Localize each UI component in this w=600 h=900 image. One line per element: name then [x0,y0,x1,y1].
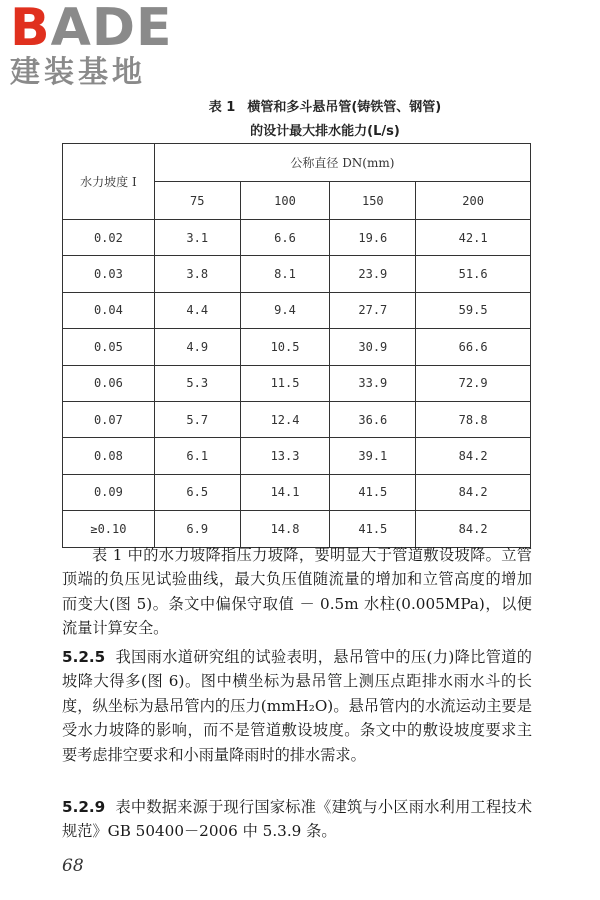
gradient-cell: 0.06 [63,365,155,401]
gradient-cell: 0.04 [63,292,155,328]
capacity-cell: 6.6 [240,220,330,256]
table-row [63,292,531,328]
capacity-cell: 6.9 [154,511,240,547]
table-row [63,256,531,292]
capacity-cell: 5.7 [154,401,240,437]
section-number: 5.2.9 [62,798,106,816]
table-row [63,438,531,474]
table-caption-line2: 的设计最大排水能力(L/s) [250,124,400,139]
table-title-line1: 横管和多斗悬吊管(铸铁管、钢管) [247,100,442,115]
logo-wordmark [10,0,190,58]
capacity-cell: 11.5 [240,365,330,401]
gradient-cell: 0.07 [63,401,155,437]
capacity-cell: 41.5 [330,474,416,510]
capacity-cell: 78.8 [416,401,531,437]
capacity-cell: 36.6 [330,401,416,437]
drainage-capacity-table [62,143,531,548]
capacity-cell: 72.9 [416,365,531,401]
logo-accent-letter: B [10,0,51,58]
logo-subtitle: 建装基地 [10,55,146,90]
gradient-cell: ≥0.10 [63,511,155,547]
logo-rest-letters: ADE [50,0,173,58]
capacity-cell: 6.5 [154,474,240,510]
column-header: 100 [240,182,330,220]
capacity-cell: 84.2 [416,474,531,510]
capacity-cell: 84.2 [416,511,531,547]
page-number: 68 [62,856,84,876]
table-row [63,474,531,510]
table-row [63,401,531,437]
column-header: 75 [154,182,240,220]
capacity-cell: 4.9 [154,329,240,365]
gradient-cell: 0.03 [63,256,155,292]
capacity-cell: 27.7 [330,292,416,328]
table-row [63,220,531,256]
capacity-cell: 9.4 [240,292,330,328]
table-number: 表 1 [208,100,236,115]
capacity-cell: 33.9 [330,365,416,401]
capacity-cell: 59.5 [416,292,531,328]
row-header-hydraulic-gradient: 水力坡度 I [63,144,155,220]
gradient-cell: 0.02 [63,220,155,256]
capacity-cell: 23.9 [330,256,416,292]
column-group-nominal-diameter: 公称直径 DN(mm) [154,144,530,182]
paragraph-5-2-9 [62,795,532,844]
paragraph-5-2-5 [62,645,532,767]
gradient-cell: 0.08 [63,438,155,474]
capacity-cell: 14.1 [240,474,330,510]
table-row [63,365,531,401]
capacity-cell: 19.6 [330,220,416,256]
table-row [63,511,531,547]
capacity-cell: 3.1 [154,220,240,256]
paragraph-text: 表中数据来源于现行国家标准《建筑与小区雨水利用工程技术规范》GB 50400－2006 中 5.3.9 条。 [62,798,532,841]
capacity-cell: 6.1 [154,438,240,474]
capacity-cell: 14.8 [240,511,330,547]
capacity-cell: 4.4 [154,292,240,328]
capacity-cell: 10.5 [240,329,330,365]
paragraph-table-note: 表 1 中的水力坡降指压力坡降，要明显大于管道敷设坡降。立管顶端的负压见试验曲线，最大负压值随流量的增加和立管高度的增加而变大(图 5)。条文中偏保守取值 － 0.5m 水柱(0.005MPa)，以便流量计算安全。 [62,546,532,638]
capacity-cell: 5.3 [154,365,240,401]
capacity-cell: 42.1 [416,220,531,256]
capacity-cell: 3.8 [154,256,240,292]
capacity-cell: 41.5 [330,511,416,547]
column-header: 200 [416,182,531,220]
capacity-cell: 84.2 [416,438,531,474]
section-number: 5.2.5 [62,648,106,666]
column-header: 150 [330,182,416,220]
table-caption-line1 [25,96,600,115]
capacity-cell: 39.1 [330,438,416,474]
capacity-cell: 30.9 [330,329,416,365]
capacity-cell: 12.4 [240,401,330,437]
capacity-cell: 66.6 [416,329,531,365]
capacity-cell: 13.3 [240,438,330,474]
capacity-cell: 51.6 [416,256,531,292]
gradient-cell: 0.05 [63,329,155,365]
gradient-cell: 0.09 [63,474,155,510]
table-row [63,329,531,365]
capacity-cell: 8.1 [240,256,330,292]
paragraph-text: 我国雨水道研究组的试验表明，悬吊管中的压(力)降比管道的坡降大得多(图 6)。图中横坐标为悬吊管上测压点距排水雨水斗的长度，纵坐标为悬吊管内的压力(mmH₂O)。悬吊管内的水流运动主要是受水力坡降的影响，而不是管道敷设坡度。条文中的敷设坡度要求主要考虑排空要求和小雨量降雨时的排水需求。 [62,648,532,764]
bade-logo [10,2,190,94]
